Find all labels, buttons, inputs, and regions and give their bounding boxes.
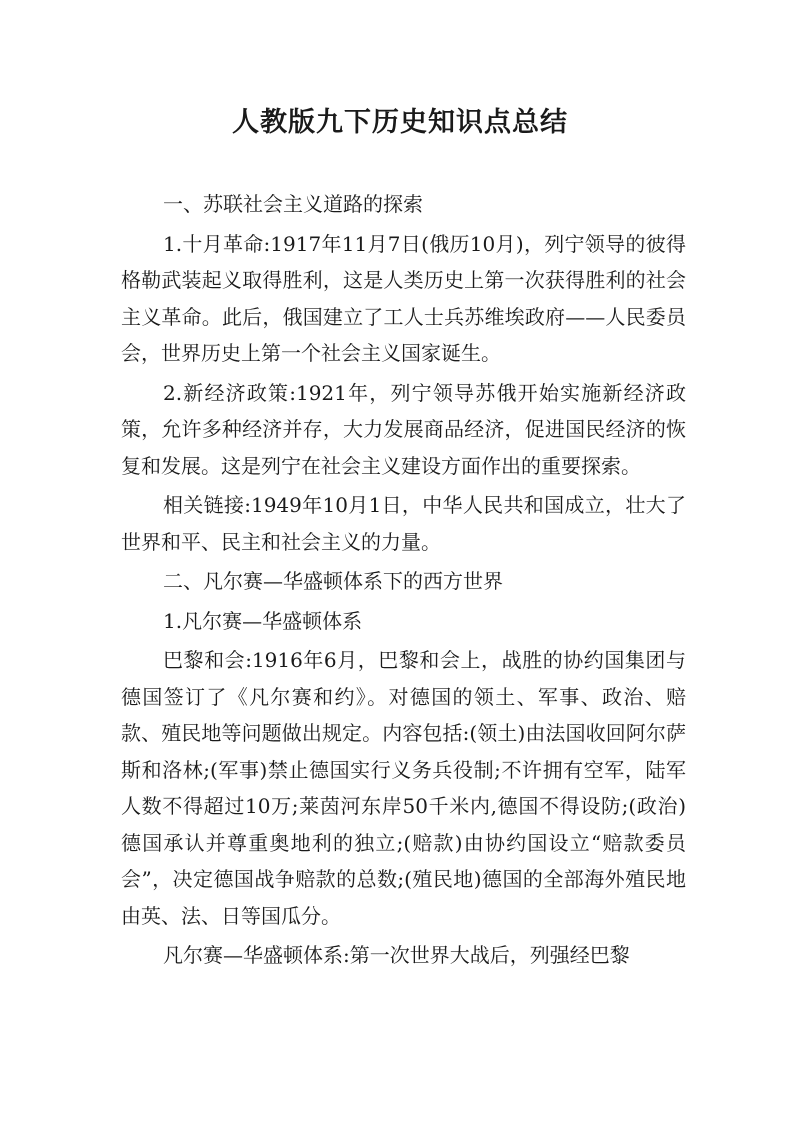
subsection-heading-versailles-washington: 1.凡尔赛—华盛顿体系 [163,608,363,633]
section-heading-2: 二、凡尔赛—华盛顿体系下的西方世界 [163,569,503,593]
paragraph-october-revolution: 1.十月革命:1917年11月7日(俄历10月)，列宁领导的彼得格勒武装起义取得胜利，这是人类历史上第一次获得胜利的社会主义革命。此后，俄国建立了工人士兵苏维埃政府——人民委员会，世界历史上第一个社会主义国家诞生。 [121,231,686,365]
document-body [121,186,686,977]
paragraph-versailles-washington-system: 凡尔赛—华盛顿体系:第一次世界大战后，列强经巴黎 [163,943,630,967]
section-heading-1: 一、苏联社会主义道路的探索 [163,192,423,216]
paragraph-paris-peace-conference: 巴黎和会:1916年6月，巴黎和会上，战胜的协约国集团与德国签订了《凡尔赛和约》。对德国的领土、军事、政治、赔款、殖民地等问题做出规定。内容包括:(领土)由法国收回阿尔萨斯和洛林;(军事)禁止德国实行义务兵役制;不许拥有空军，陆军人数不得超过10万;莱茵河东岸50千米内,德国不得设防;(政治)德国承认并尊重奥地利的独立;(赔款)由协约国设立“赔款委员会”，决定德国战争赔款的总数;(殖民地)德国的全部海外殖民地由英、法、日等国瓜分。 [121,648,686,928]
paragraph-related-link: 相关链接:1949年10月1日，中华人民共和国成立，壮大了世界和平、民主和社会主义的力量。 [121,493,686,554]
paragraph-new-economic-policy: 2.新经济政策:1921年，列宁领导苏俄开始实施新经济政策，允许多种经济并存，大力发展商品经济，促进国民经济的恢复和发展。这是列宁在社会主义建设方面作出的重要探索。 [121,380,686,478]
document-title: 人教版九下历史知识点总结 [232,107,568,138]
